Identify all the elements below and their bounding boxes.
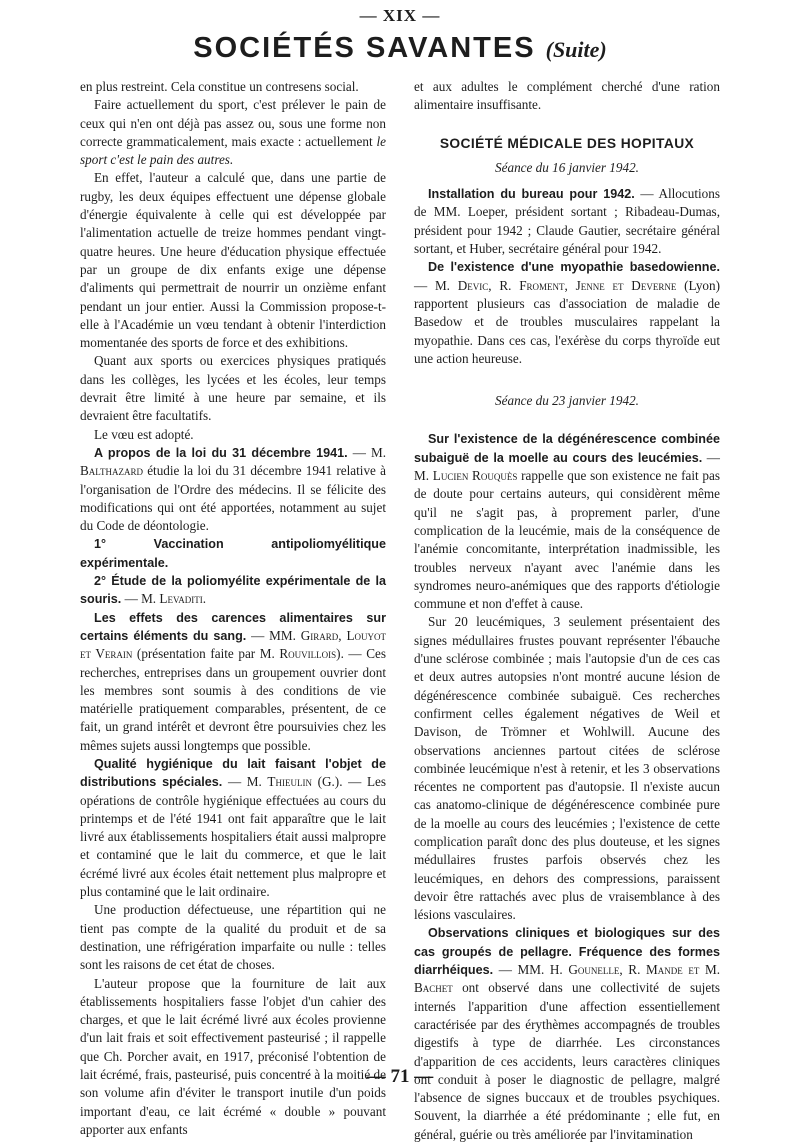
italic-quote: le sport c'est le pain des autres. [80, 133, 386, 168]
session-date: Séance du 16 janvier 1942. [495, 159, 639, 175]
article-entry: De l'existence d'une myopathie basedowienne. — M. Devic, R. Froment, Jenne et Deverne (Lyon) rapportent plusieurs cas d'association de maladie de Basedow et de troubles musculaires rappelant la myopathie. Dans ces cas, l'exérèse du corps thyroïde eut une action heureuse. [414, 260, 720, 366]
section-title [0, 32, 800, 65]
article-entry: Sur l'existence de la dégénérescence combinée subaiguë de la moelle au cours des leucémies. — M. Lucien Rouquès rappelle que son existence ne fait pas de doute pour certains auteurs, qui considèrent même qu'il ne s'agit pas, à proprement parler, d'une complication de la leucémie, mais de la conséquence de l'anémie concomitante, interprétation inadmissible, les troubles nerveux n'ayant avec l'anémie dans les syndromes neuro-anémiques que des rapports d'étiologie commune et non d'effet à cause. [414, 432, 720, 612]
article-heading: Qualité hygiénique du lait faisant l'objet de distributions spéciales. [80, 756, 386, 790]
article-heading: A propos de la loi du 31 décembre 1941. [94, 445, 348, 460]
article-entry: Qualité hygiénique du lait faisant l'objet de distributions spéciales. — M. Thieulin (G.). — Les opérations de contrôle hygiénique effectuées au cours du printemps et de l'été 1941 ont fait apparaître que le lait livré aux établissements hospitaliers était aussi malpropre et contaminé que le lait du commerce, et que le lait écrémé livré aux écoles était nettement plus malpropre et plus contaminé que le lait ordinaire. [80, 756, 386, 900]
section-title-suffix: (Suite) [545, 37, 607, 62]
paragraph: En effet, l'auteur a calculé que, dans une partie de rugby, les deux équipes effectuent une dépense globale d'énergie équivalente à celle qui est développée par l'alimentation actuelle de treize hommes pendant vingt-quatre heures. Une heure d'éducation physique effectuée par un groupe de dix enfants exige une dépense d'aliments qui permettrait de nourrir un onzième enfant pendant un jour entier. Aussi la Commission propose-t-elle à l'Académie un vœu tendant à obtenir l'interdiction momentanée des sports de force et des exhibitions. [80, 170, 386, 351]
author-name: H. Gounelle, R. Mande et M. Bachet [414, 962, 720, 996]
author-name: Balthazard [80, 463, 143, 479]
paragraph: Une production défectueuse, une répartition qui ne tient pas compte de la qualité du produit et de sa destination, une réfrigération imparfaite ou nulle : telles sont les raisons de cet état de choses. [80, 902, 386, 973]
right-column [414, 78, 720, 1142]
running-head-folio: — XIX — [359, 6, 441, 25]
session-date: Séance du 23 janvier 1942. [495, 393, 639, 409]
article-heading: Installation du bureau pour 1942. [428, 187, 635, 202]
author-name: Thieulin [267, 774, 312, 790]
article-heading: Sur l'existence de la dégénérescence combinée subaiguë de la moelle au cours des leucémies. [414, 432, 720, 465]
author-name: Levaditi. [159, 591, 207, 607]
paragraph: Sur 20 leucémiques, 3 seulement présentaient des signes médullaires frustes pouvant représenter l'ébauche d'une sclérose combinée ; mais l'autopsie d'un de ces cas et deux autres autopsies n'ont montré aucune lésion de dégénérescence combinée subaiguë. Ces recherches confirment celles également négatives de Weil et Davison, de Trömner et Wohlwill. Aucune des observations anciennes partout citées de sclérose combinée leucémique n'est à retenir, et les 3 observations récentes ne comportent pas d'autopsie. Il n'existe aucun cas anatomo-clinique de dégénérescence combinée pure de la moelle au cours des leucémies ; l'existence de cette complication paraît donc des plus douteuse, et les signes médullaires frustes parfois observés chez les leucémiques, en dehors des compressions, paraissent devoir être rattachés avec plus de vraisemblance à des lésions vasculaires. [414, 614, 720, 923]
author-name: Lucien Rouquès [432, 468, 518, 484]
page-number: — 71 — [366, 1066, 434, 1087]
paragraph: en plus restreint. Cela constitue un contresens social. [80, 79, 359, 94]
article-heading: 1° Vaccination antipoliomyélitique expérimentale. [80, 537, 386, 570]
paragraph: et aux adultes le complément cherché d'une ration alimentaire insuffisante. [414, 79, 720, 113]
paragraph: Le vœu est adopté. [94, 426, 194, 442]
article-heading: Observations cliniques et biologiques sur des cas groupés de pellagre. Fréquence des formes diarrhéiques. [414, 926, 720, 978]
article-entry [80, 535, 386, 572]
society-heading: SOCIÉTÉ MÉDICALE DES HOPITAUX [439, 135, 695, 151]
article-entry: 2° Étude de la poliomyélite expérimentale de la souris. — M. Levaditi. [80, 574, 386, 607]
article-entry: Les effets des carences alimentaires sur certains éléments du sang. — MM. Girard, Louyot et Verain (présentation faite par M. Rouvillois). — Ces recherches, entreprises dans un groupement ouvrier dont les membres sont soumis à des conditions de vie matérielle pratiquement comparables, présentent, de ce fait, un grand intérêt et devront être poursuivies chez les mêmes sujets aussi longtemps que possible. [80, 610, 386, 753]
left-column [80, 78, 386, 1137]
article-heading: De l'existence d'une myopathie basedowienne. [428, 260, 720, 275]
article-entry: Observations cliniques et biologiques sur des cas groupés de pellagre. Fréquence des formes diarrhéiques. — MM. H. Gounelle, R. Mande et M. Bachet ont observé dans une collectivité de sujets internés l'apparition d'une affection essentiellement caractérisée par des érythèmes accompagnés de troubles digestifs à type de diarrhée. Les circonstances d'apparition de ces accidents, leurs caractères cliniques ont conduit à poser le diagnostic de pellagre, malgré l'absence de signes buccaux et de troubles psychiques. Souvent, la diarrhée a été prédominante ; elle fut, en général, guérie ou très améliorée par l'invitamination [414, 926, 720, 1142]
section-title-text: SOCIÉTÉS SAVANTES [193, 32, 536, 64]
author-name: Devic, R. Froment, Jenne et Deverne [457, 277, 677, 293]
article-entry: A propos de la loi du 31 décembre 1941. — M. Balthazard étudie la loi du 31 décembre 1941 relative à l'organisation de l'Ordre des médecins. Il se félicite des modifications qui ont été apportées, notamment au sujet du Code de déontologie. [80, 444, 386, 534]
author-name: Girard, Louyot et Verain [80, 627, 386, 662]
article-entry: Installation du bureau pour 1942. — Allocutions de MM. Loeper, président sortant ; Ribadeau-Dumas, président pour 1942 ; Claude Gautier, secrétaire général sortant, et Huber, secrétaire général pour 1942. [414, 186, 720, 257]
article-heading: 2° Étude de la poliomyélite expérimentale de la souris. [80, 574, 386, 607]
paragraph: L'auteur propose que la fourniture de lait aux établissements hospitaliers fasse l'objet d'un cahier des charges, et que le lait écrémé livré aux écoles provienne d'un lait frais et soit effectivement pasteurisé ; il rappelle que Ch. Porcher avait, en 1917, préconisé l'obtention de lait écrémé, frais, pasteurisé, puis concentré à la moitié de son volume afin d'éviter le transport inutile d'un poids important d'eau, ce lait écrémé « double » pouvant apporter aux enfants [80, 975, 386, 1137]
paragraph: Quant aux sports ou exercices physiques pratiqués dans les collèges, les lycées et les écoles, leur temps devrait être limité à une heure par semaine, et ils devraient être facultatifs. [80, 353, 386, 424]
author-name: Rouvillois [279, 646, 337, 662]
paragraph: Faire actuellement du sport, c'est prélever le pain de ceux qui n'en ont déjà pas assez ou, sous une forme non correcte grammaticalement, mais exacte : actuellement le sport c'est le pain des autres. [80, 97, 386, 168]
article-heading: Les effets des carences alimentaires sur certains éléments du sang. [80, 610, 386, 643]
